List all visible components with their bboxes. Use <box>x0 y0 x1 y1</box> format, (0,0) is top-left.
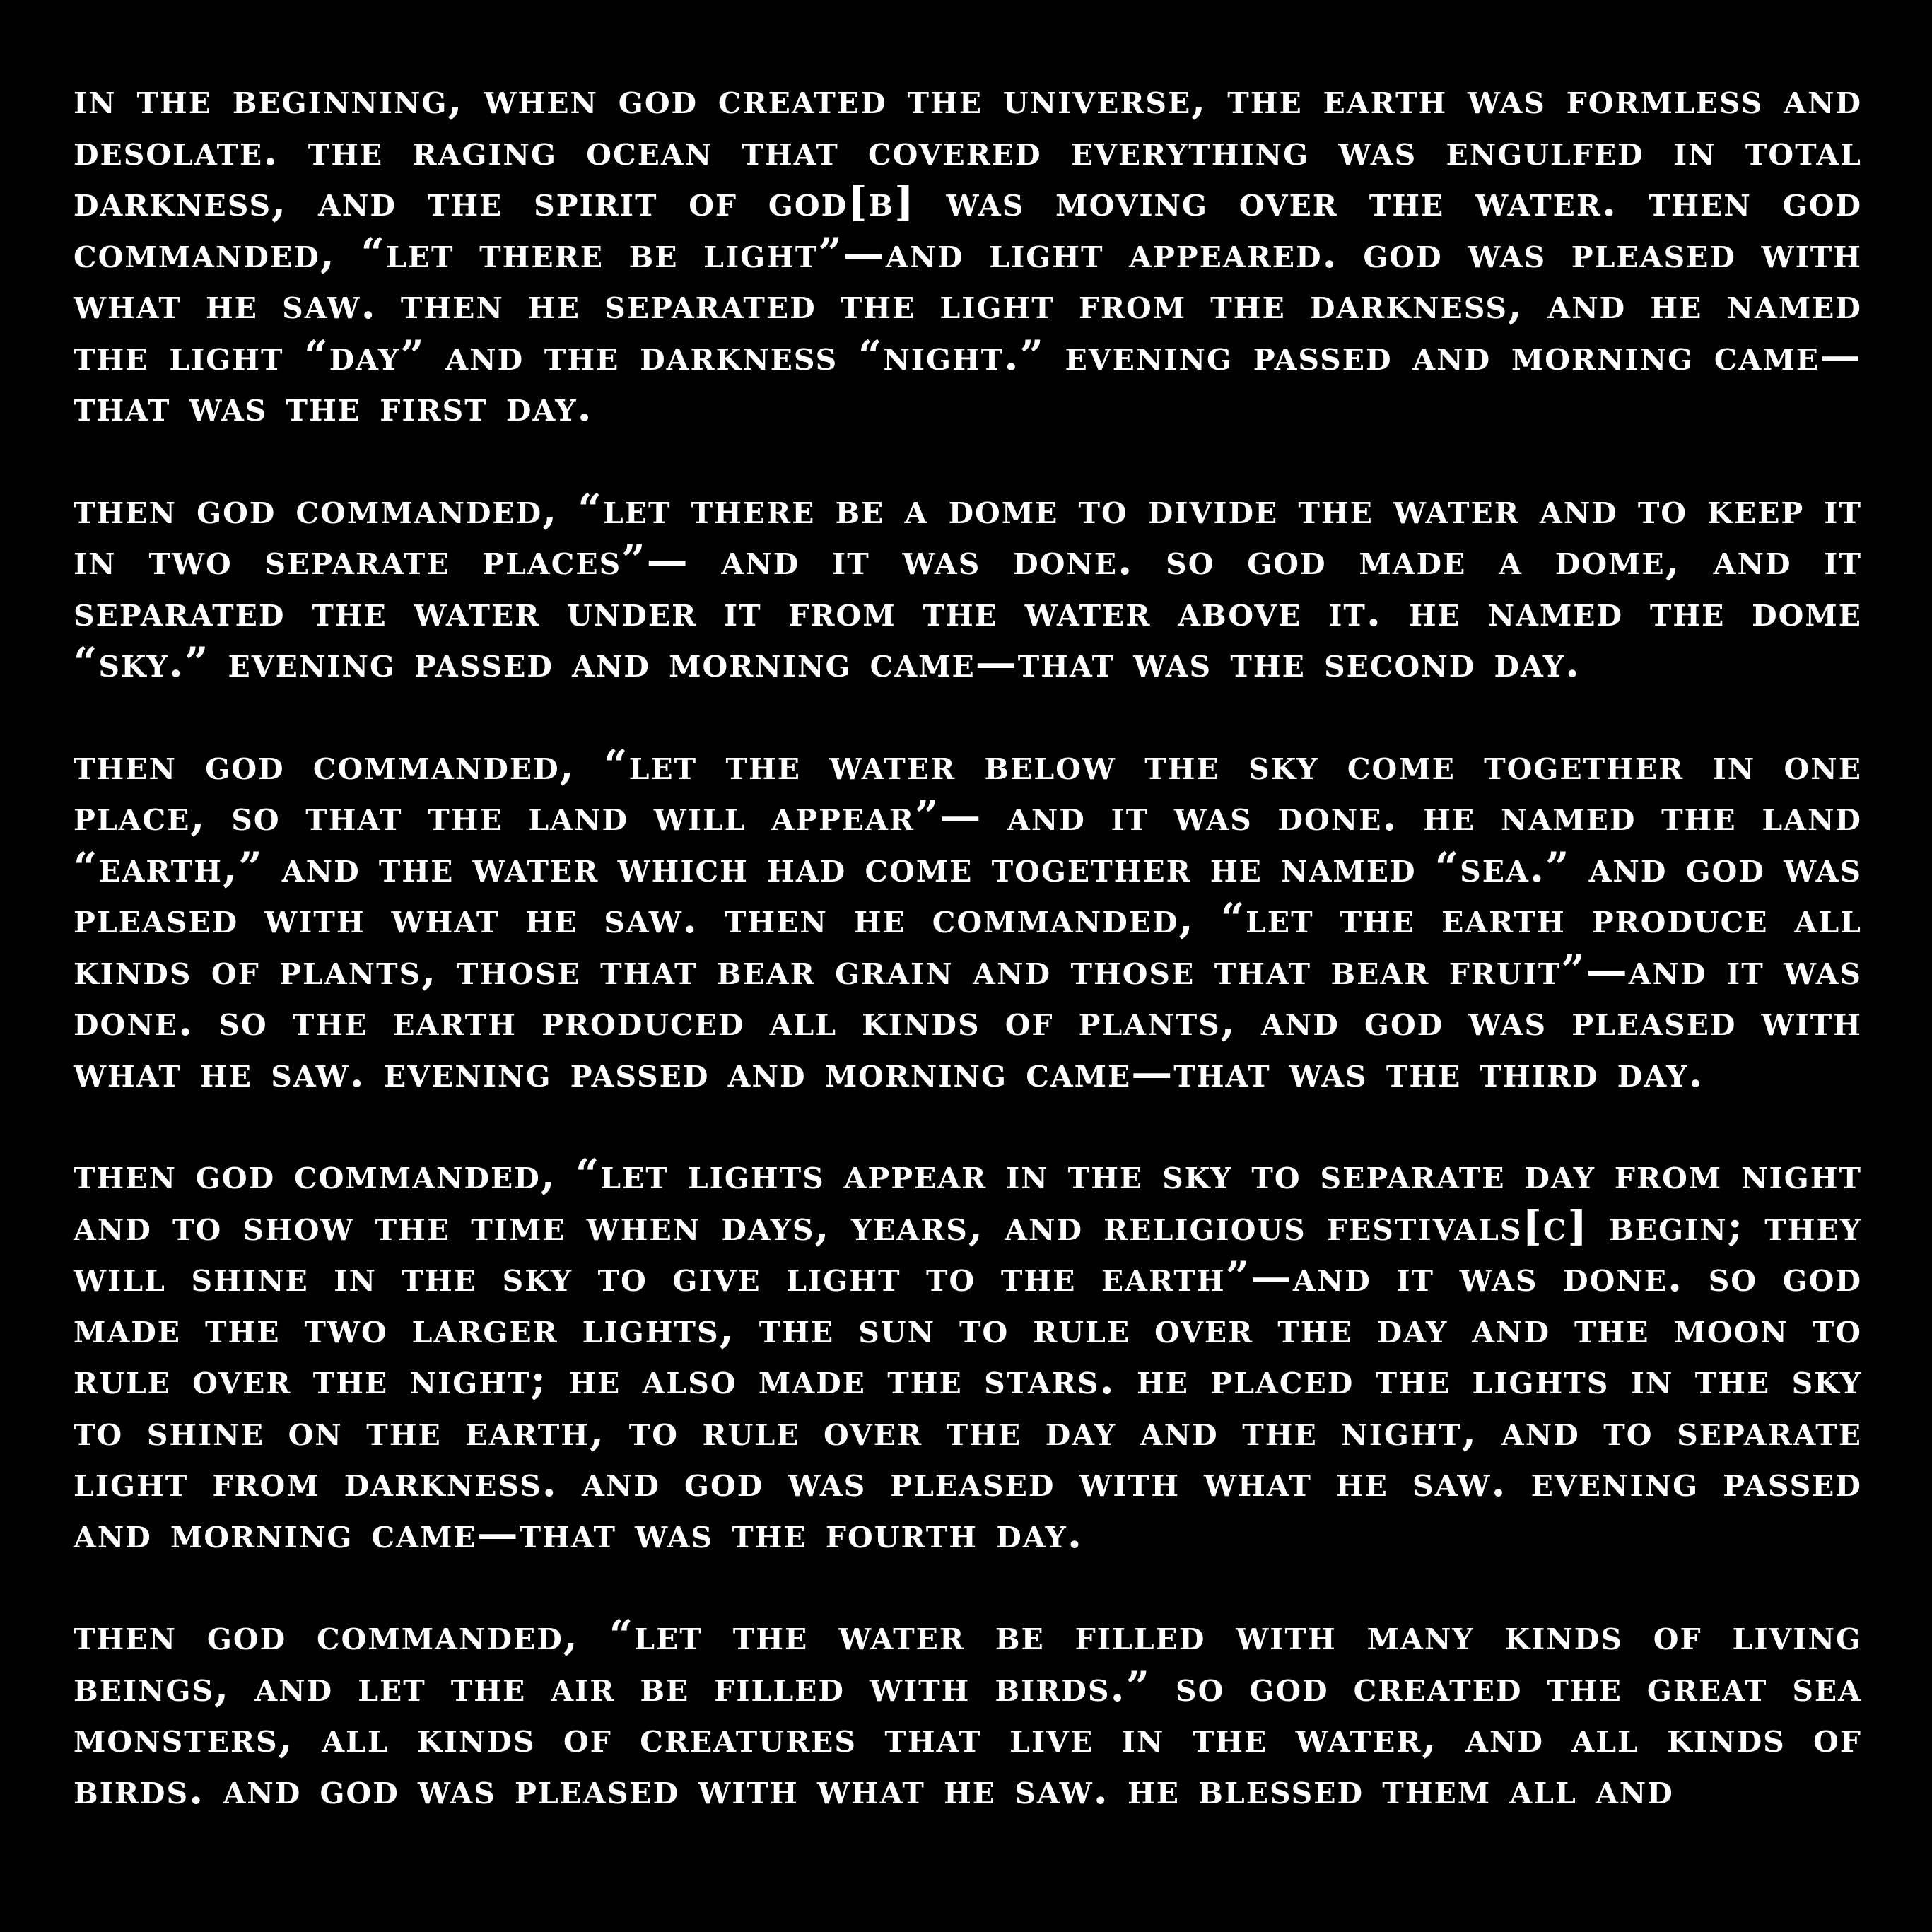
paragraph-fifth-day-partial: then god commanded, “let the water be filled with many kinds of living beings, and let the air be filled with birds.” so god created the great sea monsters, all kinds of creatures that live in the water, and all kinds of birds. and god was pleased with what he saw. he blessed them all and <box>74 1611 1863 1813</box>
paragraph-fourth-day: then god commanded, “let lights appear in the sky to separate day from night and to show the time when days, years, and religious festivals[c] begin; they will shine in the sky to give light to the earth”—and it was done. so god made the two larger lights, the sun to rule over the day and the moon to rule over the night; he also made the stars. he placed the lights in the sky to shine on the earth, to rule over the day and the night, and to separate light from darkness. and god was pleased with what he saw. evening passed and morning came—that was the fourth day. <box>74 1150 1862 1557</box>
paragraph-second-day: then god commanded, “let there be a dome to divide the water and to keep it in two separate places”— and it was done. so god made a dome, and it separated the water under it from the water above it. he named the dome “sky.” evening passed and morning came—that was the second day. <box>74 484 1862 686</box>
paragraph-first-day: in the beginning, when god created the universe, the earth was formless and desolate. the raging ocean that covered everything was engulfed in total darkness, and the spirit of god[b] was moving over the water. then god commanded, “let there be light”—and light appeared. god was pleased with what he saw. then he separated the light from the darkness, and he named the light “day” and the darkness “night.” evening passed and morning came—that was the first day. <box>74 75 1862 431</box>
scripture-text-block <box>74 74 1862 1866</box>
paragraph-third-day: then god commanded, “let the water below the sky come together in one place, so that the land will appear”— and it was done. he named the land “earth,” and the water which had come together he named “sea.” and god was pleased with what he saw. then he commanded, “let the earth produce all kinds of plants, those that bear grain and those that bear fruit”—and it was done. so the earth produced all kinds of plants, and god was pleased with what he saw. evening passed and morning came—that was the third day. <box>74 740 1862 1096</box>
